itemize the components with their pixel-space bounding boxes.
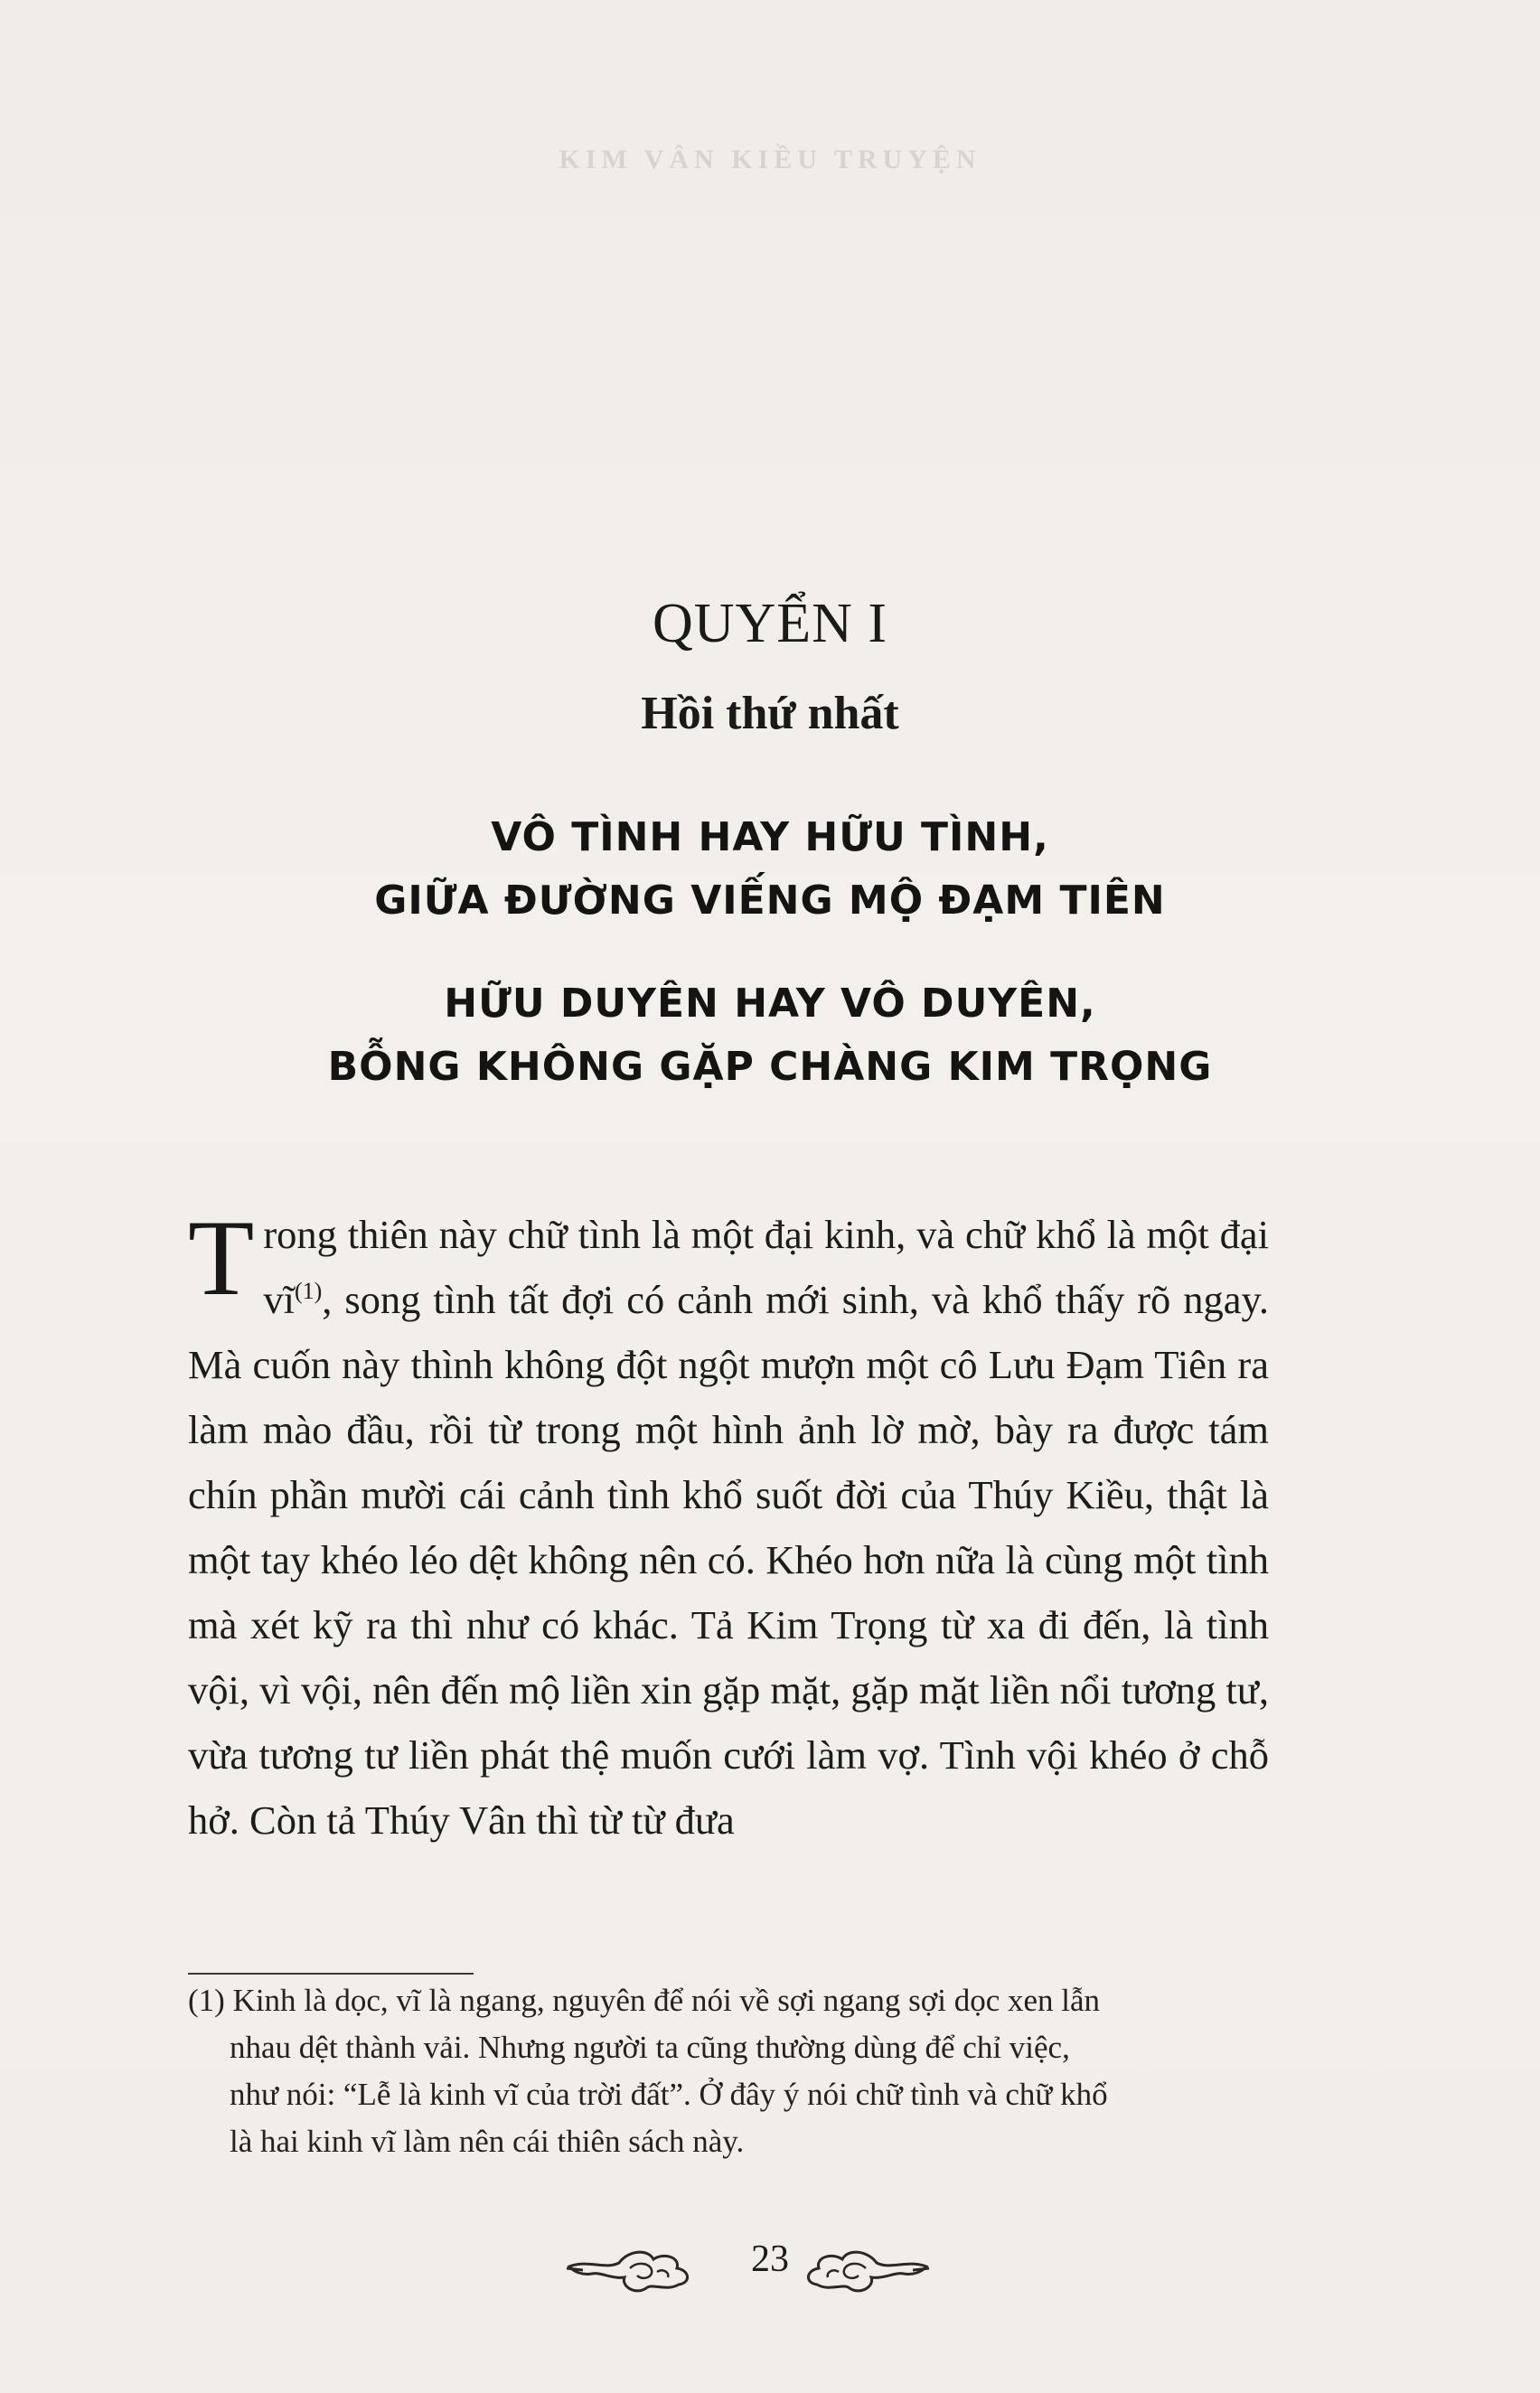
running-header: KIM VÂN KIỀU TRUYỆN <box>559 145 981 174</box>
body-line: , song tình tất đợi có cảnh mới sinh, <box>322 1277 919 1322</box>
chapter-title-line: GIỮA ĐƯỜNG VIẾNG MỘ ĐẠM TIÊN <box>374 877 1166 924</box>
body-text-rest: và khổ thấy rõ ngay. Mà cuốn này thình không đột ngột mượn một cô Lưu Đạm Tiên ra làm mào đầu, rồi từ trong một hình ảnh lờ mờ, bày ra được tám chín phần mười cái cảnh tình khổ suốt đời của Thúy Kiều, thật là một tay khéo léo dệt không nên có. Khéo hơn nữa là cùng một tình mà xét kỹ ra thì như có khác. Tả Kim Trọng từ xa đi đến, là tình vội, vì vội, nên đến mộ liền xin gặp mặt, gặp mặt liền nổi tương tư, vừa tương tư liền phát thệ muốn cưới làm vợ. Tình vội khéo ở chỗ hở. Còn tả Thúy Vân thì từ từ đưa <box>188 1277 1269 1843</box>
body-paragraph <box>188 1197 1269 1853</box>
footnote-line: là hai kinh vĩ làm nên cái thiên sách này. <box>230 2124 745 2159</box>
footnote-divider <box>188 1973 474 1975</box>
footnote-line: nhau dệt thành vải. Nhưng người ta cũng thường dùng để chỉ việc, <box>230 2030 1070 2065</box>
footnote-reference[interactable]: (1) <box>294 1278 323 1305</box>
chapter-title-first <box>0 806 1540 933</box>
footnote-line: (1) Kinh là dọc, vĩ là ngang, nguyên để nói về sợi ngang sợi dọc xen lẫn <box>188 1983 1101 2018</box>
body-line: rong thiên này chữ tình là một đại kinh, và chữ khổ <box>263 1212 1096 1257</box>
footnote-line: như nói: “Lễ là kinh vĩ của trời đất”. Ở đây ý nói chữ tình và chữ khổ <box>230 2077 1108 2112</box>
cloud-ornament-icon <box>795 2232 931 2295</box>
chapter-title-line: VÔ TÌNH HAY HỮU TÌNH, <box>491 814 1049 860</box>
volume-heading: QUYỂN I <box>652 593 888 654</box>
chapter-title-line: HỮU DUYÊN HAY VÔ DUYÊN, <box>444 981 1096 1027</box>
chapter-title-line: BỖNG KHÔNG GẶP CHÀNG KIM TRỌNG <box>327 1044 1213 1090</box>
chapter-heading: Hồi thứ nhất <box>641 688 899 739</box>
chapter-title-second <box>0 972 1540 1099</box>
page-footer <box>0 2232 1540 2304</box>
page-number: 23 <box>751 2238 789 2280</box>
body-line: là một đại vĩ <box>263 1212 1269 1322</box>
footnote <box>188 1977 1269 2165</box>
drop-cap: T <box>188 1197 255 1318</box>
